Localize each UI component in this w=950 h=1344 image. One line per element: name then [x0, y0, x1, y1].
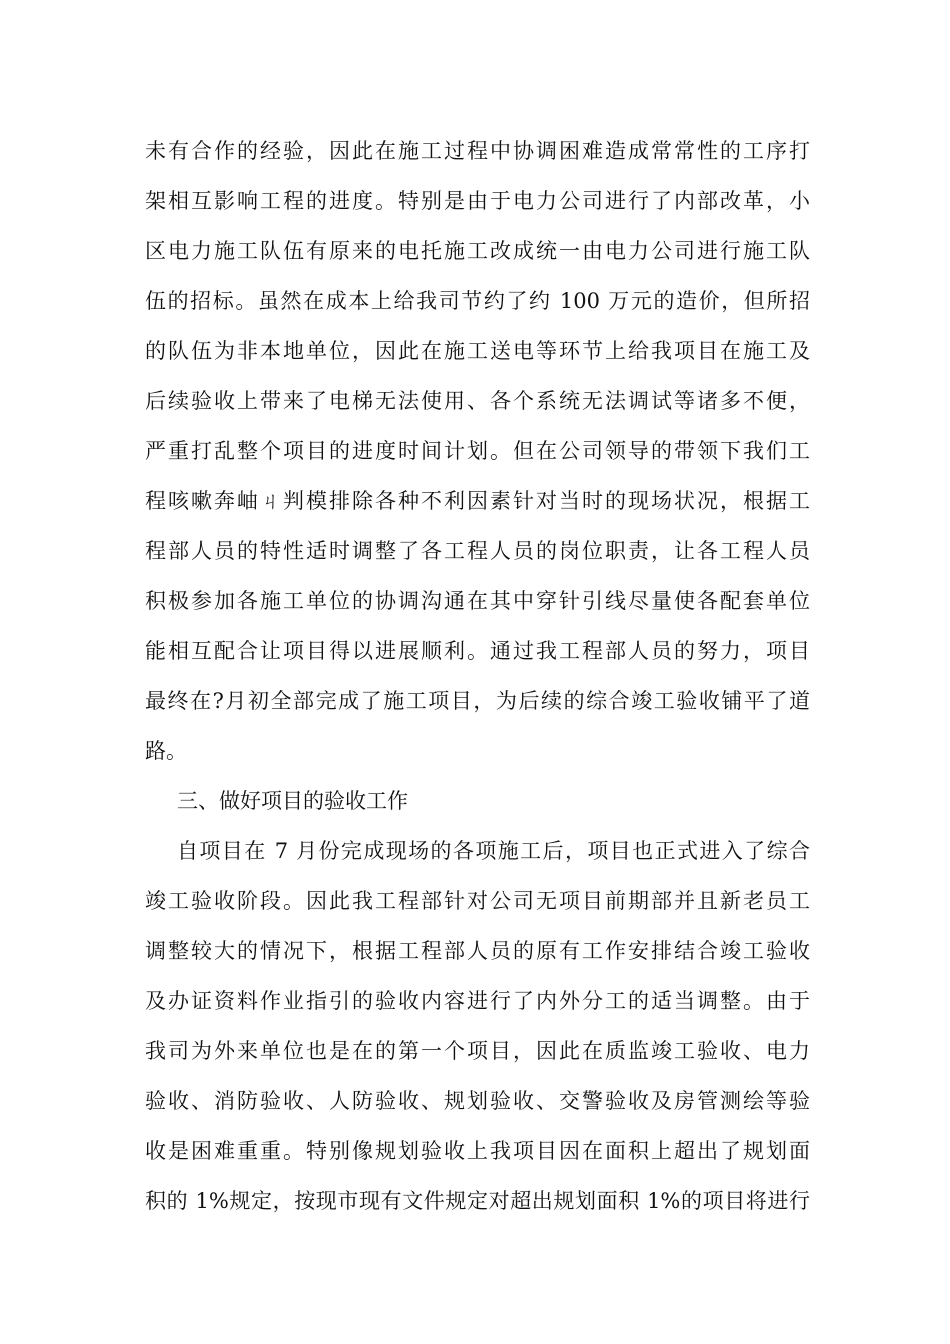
text-line: 能相互配合让项目得以进展顺利。通过我工程部人员的努力，项目 [145, 639, 810, 663]
section-heading: 三、做好项目的验收工作 [177, 789, 408, 813]
text-line: 收是困难重重。特别像规划验收上我项目因在面积上超出了规划面 [145, 1139, 810, 1163]
text-line: 积的 1%规定，按现市现有文件规定对超出规划面积 1%的项目将进行 [145, 1189, 810, 1213]
text-line: 程咳嗽奔岫ㄐ判模排除各种不利因素针对当时的现场状况，根据工 [145, 489, 810, 513]
text-line: 及办证资料作业指引的验收内容进行了内外分工的适当调整。由于 [145, 989, 810, 1013]
text-line: 路。 [145, 739, 187, 763]
text-line: 验收、消防验收、人防验收、规划验收、交警验收及房管测绘等验 [145, 1089, 810, 1113]
text-line: 竣工验收阶段。因此我工程部针对公司无项目前期部并且新老员工 [145, 889, 810, 913]
text-line: 最终在?月初全部完成了施工项目，为后续的综合竣工验收铺平了道 [145, 689, 810, 713]
paragraph-2 [145, 826, 810, 1226]
text-line: 积极参加各施工单位的协调沟通在其中穿针引线尽量使各配套单位 [145, 589, 810, 613]
text-line: 我司为外来单位也是在的第一个项目，因此在质监竣工验收、电力 [145, 1039, 810, 1063]
text-line: 调整较大的情况下，根据工程部人员的原有工作安排结合竣工验收 [145, 939, 810, 963]
text-line: 后续验收上带来了电梯无法使用、各个系统无法调试等诸多不便， [145, 389, 810, 413]
document-body [145, 126, 810, 1226]
text-line: 严重打乱整个项目的进度时间计划。但在公司领导的带领下我们工 [145, 439, 810, 463]
text-line: 的队伍为非本地单位，因此在施工送电等环节上给我项目在施工及 [145, 339, 810, 363]
paragraph-1 [145, 126, 810, 776]
text-line: 区电力施工队伍有原来的电托施工改成统一由电力公司进行施工队 [145, 239, 810, 263]
text-line: 自项目在 7 月份完成现场的各项施工后，项目也正式进入了综合 [177, 839, 810, 863]
text-line: 程部人员的特性适时调整了各工程人员的岗位职责，让各工程人员 [145, 539, 810, 563]
text-line: 架相互影响工程的进度。特别是由于电力公司进行了内部改革，小 [145, 189, 810, 213]
text-line: 未有合作的经验，因此在施工过程中协调困难造成常常性的工序打 [145, 139, 810, 163]
text-line: 伍的招标。虽然在成本上给我司节约了约 100 万元的造价，但所招 [145, 289, 810, 313]
